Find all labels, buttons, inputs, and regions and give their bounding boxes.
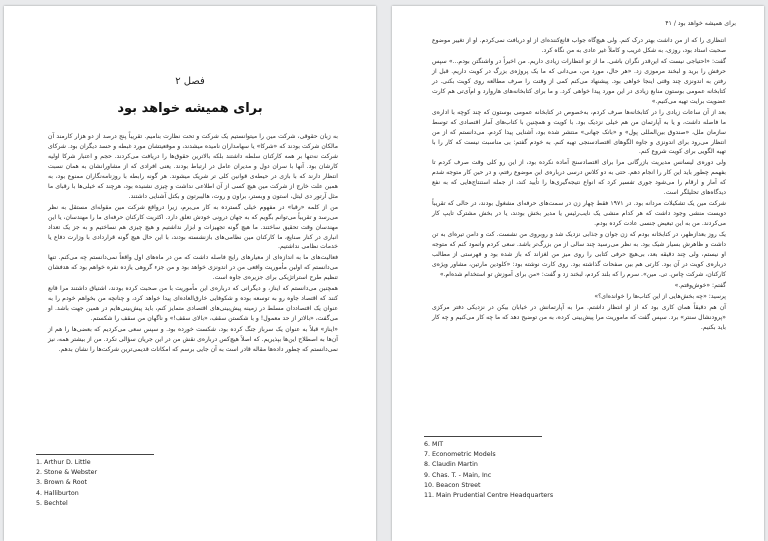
- footnote-item: 7. Econometric Models: [424, 451, 496, 459]
- footnotes-list: [36, 458, 97, 509]
- footnote-item: 10. Beacon Street: [424, 481, 481, 489]
- paragraph: فعالیت‌های ما به اندازه‌ای از معیارهای رایج فاصله داشت که من در ماه‌های اول واقعاً نمی‌دانستم چه می‌کنم. تنها می‌دانستم که اولین مأموریت واقعی من در اندونزی خواهد بود و من جزء گروهی یازده نفره خواهم بود که هدفشان تنظیم طرح استراتژیکی برای جزیره‌ی جاوه است.: [48, 254, 338, 282]
- paragraph: بعد از آن ساعات زیادی را در کتابخانه‌ها صرف کردم، به‌خصوص در کتابخانه عمومی بوستون که چند کوچه با اداره‌ی ما فاصله داشت، و یا به آپارتمان من هم خیلی نزدیک بود. با کویت و همچنین با کتاب‌های آمار اقتصادی که توسط سازمان ملل، «صندوق بین‌المللی پول» و «بانک جهانی» منتشر شده بود، آشنایی پیدا کردم. می‌دانستم که از من انتظار می‌رود برای اندونزی و جاوه الگوهای اقتصادسنجی تهیه کنم. به خودم گفتم: بی مناسبت نیست که کار را با تهیه الگویی برای کویت شروع کنم.: [432, 108, 726, 156]
- footnote-item: 1. Arthur D. Little: [36, 459, 91, 466]
- footnote-item: 4. Halliburton: [36, 489, 79, 497]
- footnote-divider: [424, 436, 542, 437]
- running-head: [432, 20, 736, 27]
- right-body-text: [432, 36, 726, 334]
- paragraph: به زبان حقوقی، شرکت مین را میتوانستیم یک شرکت و تحت نظارت بنامیم. تقریباً پنج درصد از دو هزار کارمند آن مالکان شرکت بودند که «شرکا» یا سهامداران نامیده میشدند، و موقعیتشان مورد غبطه و حسد دیگران بود. شرکای شرکت نه‌تنها بر همه کارکنان سلطه داشتند بلکه بالاترین حقوق‌ها را دریافت می‌کردند. حجم و اعتبار شرکا اولیه کارشان بود. آنها با سران دول و مدیران عامل در ارتباط بودند. یعنی افرادی که از مشاورانشان به همان نسبت انتظار دارند که با بازی در حیطه‌ی قوانین کلی تر شریک میشوند. هر گونه رابطه با روزنامه‌نگاران ممنوع بود، به همین علت خارج از شرکت مین هیچ کسی از آن اطلاعی نداشت و چیزی نشنیده بود، هرچند که خیلی‌ها با رقبای ما مثل آرتور دی لیتل، استون و وبستر، براون و روت، هالیبرتون و بکتل آشنایی داشتند.: [48, 133, 338, 200]
- paragraph: آن هم دقیقاً همان کاری بود که از او انتظار داشتم. مرا به آپارتمانش در خیابان بیکن در نزدیکی دفتر مرکزی «پرودنشال سنتر» برد. سپس گفت که ماموریت مرا پیش‌بینی کرده، به من توضیح دهد که ما چه کار می‌کنیم و چه کار باید بکنیم.: [432, 303, 726, 331]
- paragraph: پرسید: «چه بخش‌هایی از این کتاب‌ها را خوانده‌ای؟»: [594, 292, 726, 300]
- paragraph: ولی دوره‌ی لیسانس مدیریت بازرگانی مرا برای اقتصادسنج آماده نکرده بود، از این رو کلی وقت صرف کردم تا بفهمم چطور باید این کار را انجام دهم. حتی به دو کلاس درسی درباره‌ی این موضوع رفتم، و در حین کار متوجه شدم که آمار و ارقام را می‌شود جوری تفسیر کرد که انواع نتیجه‌گیری‌ها را تأیید کند، از جمله استنتاج‌هایی که به نفع دیدگاه‌های تحلیلگر است.: [432, 159, 726, 197]
- footnote-item: 8. Claudin Martin: [424, 461, 478, 469]
- paragraph: شرکت مین یک تشکیلات مردانه بود. در ۱۹۷۱ فقط چهار زن در سمت‌های حرفه‌ای مشغول بودند، در حالی که تقریباً دویست منشی وجود داشت که هر کدام منشی یک نایب‌رئیس یا مدیر بخش بودند، یا در بخش مشترک تایپ کار می‌کردند. من به این تبعیض جنسی عادت کرده بودم.: [432, 200, 726, 228]
- paragraph: گفتم: «خوش‌وقتم.»: [674, 281, 726, 289]
- chapter-title: برای همیشه خواهد بود: [117, 101, 263, 116]
- footnote-divider: [36, 454, 154, 455]
- footnote-item: 6. MIT: [424, 441, 444, 448]
- footnote-item: 9. Chas. T. - Main, Inc: [424, 471, 492, 479]
- left-page: [4, 6, 376, 541]
- running-head-title: برای همیشه خواهد بود: [677, 20, 736, 27]
- left-body-text: [48, 132, 338, 356]
- paragraph: «ایناز» قبلاً به عنوان یک سرباز جنگ کرده بود، شکست خورده بود. و سپس سعی می‌کردیم که بعضی‌ها را هم از آن‌ها به اصطلاح این‌ها بپذیریم. که اصلاً هیچ‌کس درباره‌ی نقش من در این جریان سؤالی نکرد. من از بیشتر همه، نیز نمی‌دانستم که چطور داده‌ها مقاله قادر است به آن جایی برسم که امکانات قدیمی‌ترین شرکت‌ها را نشان بدهم.: [48, 326, 338, 354]
- right-page: [392, 6, 764, 541]
- paragraph: همچنین می‌دانستم که ایناز، و دیگرانی که درباره‌ی این مأموریت با من صحبت کرده بودند، اشتیاق داشتند مرا قانع کنند که اقتصاد جاوه رو به توسعه بوده و شکوفایی خارق‌العاده‌ای پیدا خواهد کرد، و چنانچه من بخواهم خودم را به عنوان یک اقتصاددان مسلط در زمینه پیش‌بینی‌های اقتصادی متمایز کنم، باید پیش‌بینی‌هایم در همین جهت باشد. او می‌گفت، «بالاتر از حد معمول! و با شکستن سقف، «بالای سقف!» و ناگهان من سقف را شکستم.: [48, 285, 338, 323]
- footnote-item: 3. Brown & Root: [36, 479, 87, 487]
- footnote-item: 11. Main Prudential Centre Headquarters: [424, 492, 554, 500]
- chapter-label: فصل ۲: [175, 76, 205, 87]
- paragraph: یک روز بعدازظهر، در کتابخانه بودم که زن جوان و جذابی نزدیک شد و روبروی من نشست. کت و دامن تیره‌ای به تن داشت و ظاهرش بسیار شیک بود. به نظر می‌رسید چند سالی از من بزرگ‌تر باشد. سعی کردم وانمود کنم که متوجه او نیستم، ولی چند دقیقه بعد، بی‌هیچ حرفی کتابی را روی میز من لغزاند که باز شده بود و فهرستی از مطالب درباره‌ی کویت در آن بود. کارتی هم بین صفحات گذاشته بود. روی کارت نوشته بود: «کلودین مارتین، مشاور ویژه‌ی کارکنان، شرکت چاس. تی. مین». سرم را که بلند کردم، لبخند زد و گفت: «من برای آموزش تو استخدام شده‌ام.»: [432, 231, 726, 278]
- paragraph: انتظاری را که از من داشت بهتر درک کنم. ولی هیچ‌گاه جواب قانع‌کننده‌ای از او دریافت نمی‌کردم. او از تغییر موضوع صحبت استاد بود، روزی، به شکل غریب و کاملاً غیر عادی به من نگاه کرد.: [432, 37, 726, 54]
- footnote-item: 2. Stone & Webster: [36, 469, 98, 477]
- page-number: / ۴۱: [665, 20, 676, 27]
- paragraph: من از کلمه «رقبا» در مفهوم خیلی گسترده به کار می‌برم، زیرا درواقع شرکت مین مقوله‌ای مستقل به نظر می‌رسد و تقریباً می‌توانم بگویم که به جهان درونی خودش تعلق دارد. اکثریت کارکنان حرفه‌ای ما را مهندسان، یا این مهندسان وقت تحقیق ساختند. ما هیچ گونه تجهیزات و ابزار نداشتیم و هیچ چیزی هم نساختیم و به جز یک تعداد انباری در کنار صنایع، ما کارکنان مین نظامی‌های بازنشسته بودند، با این حال هیچ گونه قراردادی با وزارت دفاع یا خدمات نظامی نداشتیم.: [48, 203, 338, 251]
- page-number-value: ۴۱: [665, 20, 672, 27]
- footnote-item: 5. Bechtel: [36, 499, 68, 507]
- paragraph: گفت: «احتیاجی نیست که این‌قدر نگران باشی. ما از تو انتظارات زیادی داریم. من اخیراً در واشنگتن بودم...» سپس حرفش را برید و لبخند مرموزی زد. «هر حال، مورد من، می‌دانی که ما یک پروژه‌ی بزرگ در کویت داریم. قبل از رفتن به اندونزی چند وقتی اینجا خواهی بود. پیشنهاد می‌کنم کمی از وقتت را صرف مطالعه روی کویت بکنی. در کتابخانه عمومی بوستون منابع زیادی در این مورد پیدا خواهی کرد. و ما برای کتابخانه‌های هاروارد و ام‌آی‌تی هم کارت عضویت برایت تهیه می‌کنیم.»: [432, 57, 726, 105]
- footnotes-list: [424, 440, 553, 501]
